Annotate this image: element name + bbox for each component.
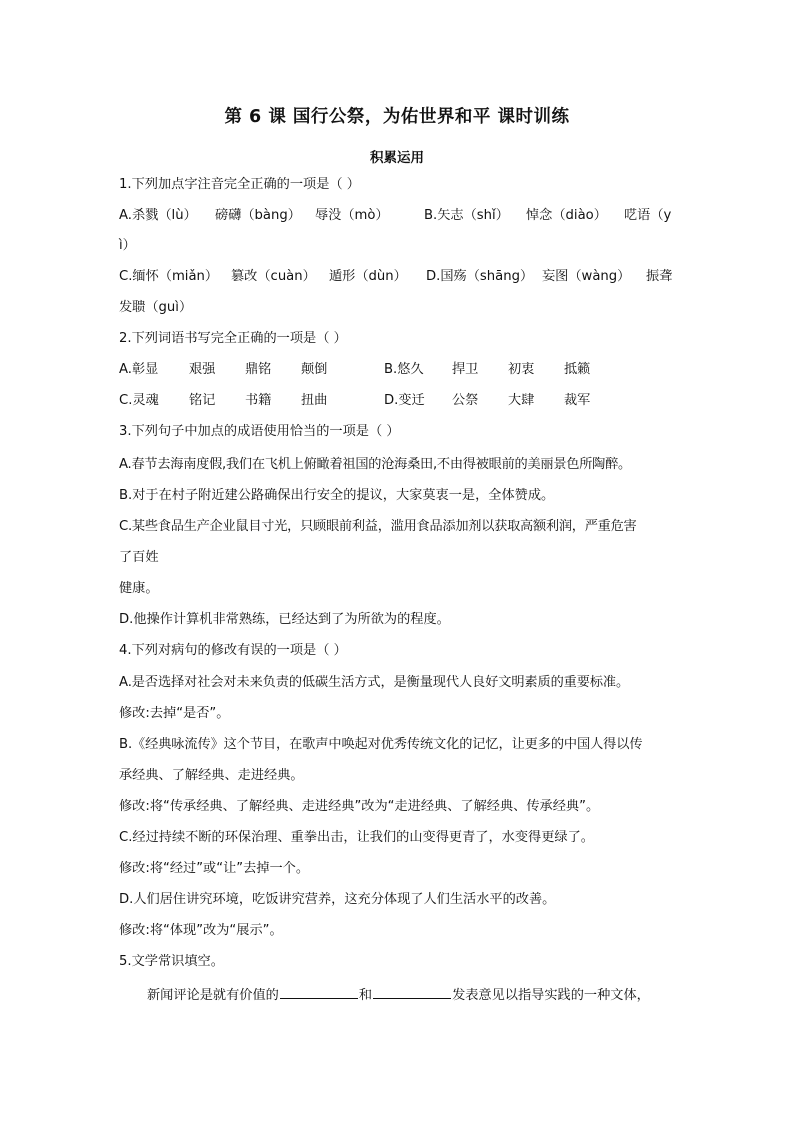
q5-text-part-1: 新闻评论是就有价值的 (147, 988, 279, 1003)
q4-option-d: D.人们居住讲究环境，吃饭讲究营养，这充分体现了人们生活水平的改善。 (119, 892, 556, 907)
q3-option-b: B.对于在村子附近建公路确保出行安全的提议，大家莫衷一是，全体赞成。 (119, 488, 555, 503)
q3-option-a: A.春节去海南度假,我们在飞机上俯瞰着祖国的沧海桑田,不由得被眼前的美丽景色所陶醉。 (119, 457, 631, 472)
q5-text-part-2: 和 (358, 988, 373, 1003)
q2-option-d-word-3: 大肆 (508, 393, 535, 408)
q2-option-a-word-1: A.彰显 (119, 362, 159, 377)
q4-option-c-fix: 修改:将“经过”或“让”去掉一个。 (119, 861, 310, 876)
q2-option-b-word-3: 初衷 (508, 362, 535, 377)
q1-option-b-item-3: 呓语（y (624, 208, 672, 223)
q1-option-a-item-3: 辱没（mò） (315, 208, 389, 223)
q2-option-a-word-2: 艰强 (189, 362, 216, 377)
q4-option-b-line-2: 承经典、了解经典、走进经典。 (119, 768, 304, 783)
q2-option-b-word-2: 捍卫 (452, 362, 479, 377)
q3-option-d: D.他操作计算机非常熟练，已经达到了为所欲为的程度。 (119, 612, 450, 627)
q2-option-d-word-2: 公祭 (452, 393, 479, 408)
q2-option-d-word-1: D.变迁 (384, 393, 425, 408)
q4-option-c: C.经过持续不断的环保治理、重拳出击，让我们的山变得更青了，水变得更绿了。 (119, 830, 594, 845)
q1-row2-continuation: 发聩（guì） (119, 300, 193, 315)
section-heading: 积累运用 (370, 150, 424, 166)
q5-fill-in-sentence (147, 985, 650, 1005)
q5-blank-2[interactable] (373, 985, 451, 999)
q1-option-c-item-3: 遁形（dùn） (329, 269, 407, 284)
q3-option-c-line-2: 了百姓 (119, 550, 159, 565)
question-5-stem: 5.文学常识填空。 (119, 954, 224, 969)
q1-option-b-item-1: B.矢志（shǐ） (424, 208, 509, 223)
q1-option-a-item-2: 磅礴（bàng） (215, 208, 301, 223)
q5-blank-1[interactable] (280, 985, 358, 999)
q1-option-c-item-2: 篡改（cuàn） (231, 269, 316, 284)
q4-option-d-fix: 修改:将“体现”改为“展示”。 (119, 923, 283, 938)
q2-option-b-word-1: B.悠久 (384, 362, 424, 377)
q1-row1-continuation: ì） (119, 238, 136, 253)
q2-option-a-word-3: 鼎铭 (245, 362, 272, 377)
question-2-stem: 2.下列词语书写完全正确的一项是（ ） (119, 331, 347, 346)
q5-text-part-3: 发表意见以指导实践的一种文体， (452, 988, 650, 1003)
q1-option-b-item-2: 悼念（diào） (526, 208, 607, 223)
q4-option-a: A.是否选择对社会对未来负责的低碳生活方式，是衡量现代人良好文明素质的重要标准。 (119, 675, 630, 690)
question-1-stem: 1.下列加点字注音完全正确的一项是（ ） (119, 177, 360, 192)
q1-option-d-item-3: 振聋 (646, 269, 673, 284)
q4-option-b-line-1: B.《经典咏流传》这个节目，在歌声中唤起对优秀传统文化的记忆，让更多的中国人得以传 (119, 737, 643, 752)
q4-option-a-fix: 修改:去掉“是否”。 (119, 706, 230, 721)
q2-option-c-word-4: 扭曲 (301, 393, 328, 408)
question-3-stem: 3.下列句子中加点的成语使用恰当的一项是（ ） (119, 424, 400, 439)
q1-option-a-item-1: A.杀戮（lù） (119, 208, 197, 223)
q1-option-d-item-1: D.国殇（shāng） (426, 269, 534, 284)
q3-option-c-line-1: C.某些食品生产企业鼠目寸光，只顾眼前利益，滥用食品添加剂以获取高额利润，严重危害 (119, 519, 637, 534)
q3-option-c-line-3: 健康。 (119, 581, 159, 596)
q2-option-b-word-4: 抵籁 (564, 362, 591, 377)
q2-option-d-word-4: 裁军 (564, 393, 591, 408)
q1-option-d-item-2: 妄图（wàng） (542, 269, 631, 284)
q1-option-c-item-1: C.缅怀（miǎn） (119, 269, 219, 284)
q2-option-c-word-1: C.灵魂 (119, 393, 159, 408)
q2-option-c-word-3: 书籍 (245, 393, 272, 408)
question-4-stem: 4.下列对病句的修改有误的一项是（ ） (119, 643, 347, 658)
q2-option-c-word-2: 铭记 (189, 393, 216, 408)
q4-option-b-fix: 修改:将“传承经典、了解经典、走进经典”改为“走进经典、了解经典、传承经典”。 (119, 799, 600, 814)
q2-option-a-word-4: 颠倒 (301, 362, 328, 377)
page-title: 第 6 课 国行公祭，为佑世界和平 课时训练 (224, 107, 570, 127)
